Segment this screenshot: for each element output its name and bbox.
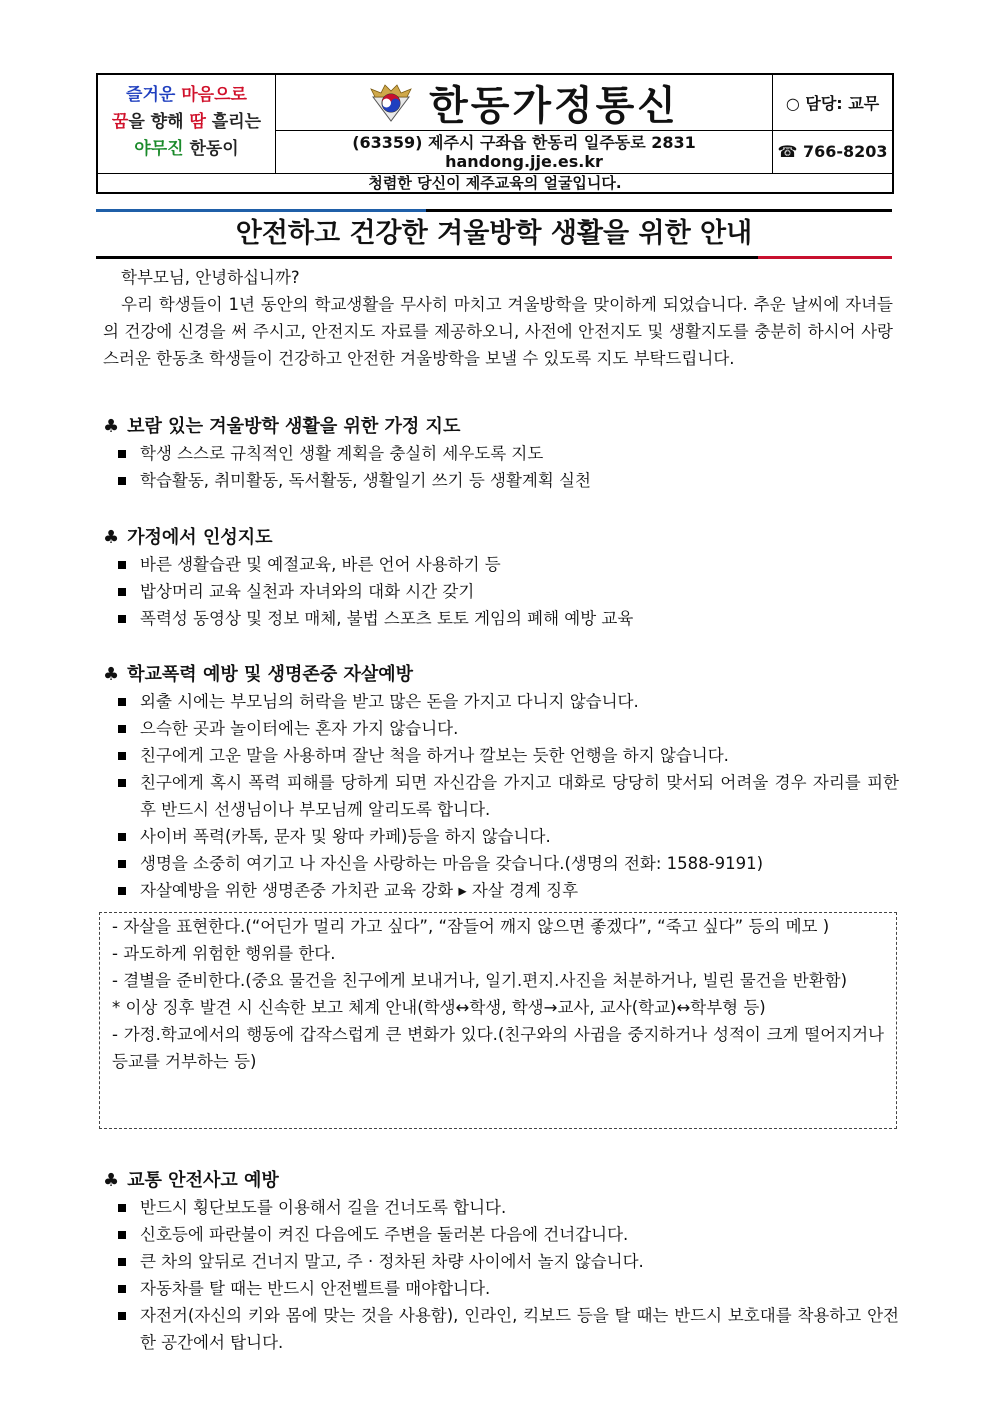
list-item: 으슥한 곳과 놀이터에는 혼자 가지 않습니다.	[103, 715, 899, 742]
section-list	[103, 551, 899, 632]
square-bullet-icon	[118, 833, 126, 841]
school-motto	[98, 75, 276, 173]
square-bullet-icon	[118, 1312, 126, 1320]
motto-line-3: 야무진 한동이	[134, 139, 239, 159]
square-bullet-icon	[118, 615, 126, 623]
list-item: 자동차를 탈 때는 반드시 안전벨트를 매야합니다.	[103, 1275, 899, 1302]
list-item: 자살예방을 위한 생명존중 가치관 교육 강화 ▸ 자살 경계 징후	[103, 877, 899, 904]
header-center	[276, 75, 772, 173]
list-item: 친구에게 고운 말을 사용하며 잘난 척을 하거나 깔보는 듯한 언행을 하지 않습니다.	[103, 742, 899, 769]
school-website: handong.jje.es.kr	[445, 152, 603, 171]
list-item: 사이버 폭력(카톡, 문자 및 왕따 카페)등을 하지 않습니다.	[103, 823, 899, 850]
warning-sign-item: - 가정.학교에서의 행동에 갑작스럽게 큰 변화가 있다.(친구와의 사귐을 중지하거나 성적이 크게 떨어지거나 등교를 거부하는 등)	[112, 1025, 884, 1071]
square-bullet-icon	[118, 779, 126, 787]
motto-line-1: 즐거운 마음으로	[126, 85, 247, 105]
newsletter-title: 한동가정통신	[429, 82, 679, 129]
motto-line-2: 꿈을 향해 땀 흘리는	[111, 112, 262, 132]
club-suit-icon: ♣	[103, 527, 120, 548]
square-bullet-icon	[118, 561, 126, 569]
section-list	[103, 1194, 899, 1356]
warning-sign-item: - 과도하게 위험한 행위를 한다.	[112, 944, 336, 963]
club-suit-icon: ♣	[103, 1170, 120, 1191]
square-bullet-icon	[118, 725, 126, 733]
club-suit-icon: ♣	[103, 664, 120, 685]
section-heading: ♣ 보람 있는 겨울방학 생활을 위한 가정 지도	[103, 416, 461, 437]
section-heading: ♣ 가정에서 인성지도	[103, 527, 273, 548]
list-item: 폭력성 동영상 및 정보 매체, 불법 스포츠 토토 게임의 폐해 예방 교육	[103, 605, 899, 632]
list-item: 바른 생활습관 및 예절교육, 바른 언어 사용하기 등	[103, 551, 899, 578]
newsletter-title-box	[276, 75, 772, 131]
list-item: 외출 시에는 부모님의 허락을 받고 많은 돈을 가지고 다니지 않습니다.	[103, 688, 899, 715]
list-item: 밥상머리 교육 실천과 자녀와의 대화 시간 갖기	[103, 578, 899, 605]
contact-box	[772, 75, 892, 173]
list-item: 신호등에 파란불이 켜진 다음에도 주변을 둘러본 다음에 건너갑니다.	[103, 1221, 899, 1248]
title-rule-top-accent	[96, 209, 426, 212]
warning-signs-box	[99, 912, 897, 1129]
school-address: (63359) 제주시 구좌읍 한동리 일주동로 2831	[352, 133, 696, 152]
greeting: 학부모님, 안녕하십니까?	[121, 268, 300, 287]
slogan: 청렴한 당신이 제주교육의 얼굴입니다.	[98, 173, 892, 192]
school-emblem-icon	[369, 81, 413, 125]
square-bullet-icon	[118, 887, 126, 895]
warning-sign-note: * 이상 징후 발견 시 신속한 보고 체계 안내(학생↔학생, 학생→교사, 교사(학교)↔학부형 등)	[112, 998, 766, 1017]
school-address-block	[276, 133, 772, 171]
list-item: 자전거(자신의 키와 몸에 맞는 것을 사용함), 인라인, 킥보드 등을 탈 때는 반드시 보호대를 착용하고 안전한 공간에서 탑니다.	[103, 1302, 899, 1356]
square-bullet-icon	[118, 477, 126, 485]
title-rule-bottom-accent	[758, 256, 892, 259]
intro-paragraph: 우리 학생들이 1년 동안의 학교생활을 무사히 마치고 겨울방학을 맞이하게 되었습니다. 추운 날씨에 자녀들의 건강에 신경을 써 주시고, 안전지도 자료를 제공하오니, 사전에 안전지도 및 생활지도를 충분히 하시어 사랑스러운 한동초 학생들이 건강하고 안전한 겨울방학을 보낼 수 있도록 지도 부탁드립니다.	[103, 295, 893, 368]
section-heading: ♣ 학교폭력 예방 및 생명존중 자살예방	[103, 664, 414, 685]
list-item: 친구에게 혹시 폭력 피해를 당하게 되면 자신감을 가지고 대화로 당당히 맞서되 어려울 경우 자리를 피한 후 반드시 선생님이나 부모님께 알리도록 합니다.	[103, 769, 899, 823]
list-item: 생명을 소중히 여기고 나 자신을 사랑하는 마음을 갖습니다.(생명의 전화: 1588-9191)	[103, 850, 899, 877]
newsletter-header	[96, 73, 894, 194]
square-bullet-icon	[118, 698, 126, 706]
list-item: 반드시 횡단보도를 이용해서 길을 건너도록 합니다.	[103, 1194, 899, 1221]
square-bullet-icon	[118, 752, 126, 760]
page-title: 안전하고 건강한 겨울방학 생활을 위한 안내	[235, 218, 753, 249]
list-item: 학생 스스로 규칙적인 생활 계획을 충실히 세우도록 지도	[103, 440, 899, 467]
list-item: 큰 차의 앞뒤로 건너지 말고, 주 · 정차된 차량 사이에서 놀지 않습니다.	[103, 1248, 899, 1275]
square-bullet-icon	[118, 450, 126, 458]
list-item: 학습활동, 취미활동, 독서활동, 생활일기 쓰기 등 생활계획 실천	[103, 467, 899, 494]
square-bullet-icon	[118, 1285, 126, 1293]
club-suit-icon: ♣	[103, 416, 120, 437]
square-bullet-icon	[118, 860, 126, 868]
square-bullet-icon	[118, 1231, 126, 1239]
square-bullet-icon	[118, 588, 126, 596]
section-list	[103, 440, 899, 494]
contact-person: ○ 담당: 교무	[773, 75, 892, 131]
square-bullet-icon	[118, 1258, 126, 1266]
section-heading: ♣ 교통 안전사고 예방	[103, 1170, 279, 1191]
section-list	[103, 688, 899, 904]
warning-sign-item: - 결별을 준비한다.(중요 물건을 친구에게 보내거나, 일기.편지.사진을 처분하거나, 빌린 물건을 반환함)	[112, 971, 848, 990]
square-bullet-icon	[118, 1204, 126, 1212]
warning-sign-item: - 자살을 표현한다.(“어딘가 멀리 가고 싶다”, “잠들어 깨지 않으면 좋겠다”, “죽고 싶다” 등의 메모 )	[112, 917, 830, 936]
contact-phone: ☎ 766-8203	[777, 141, 888, 161]
